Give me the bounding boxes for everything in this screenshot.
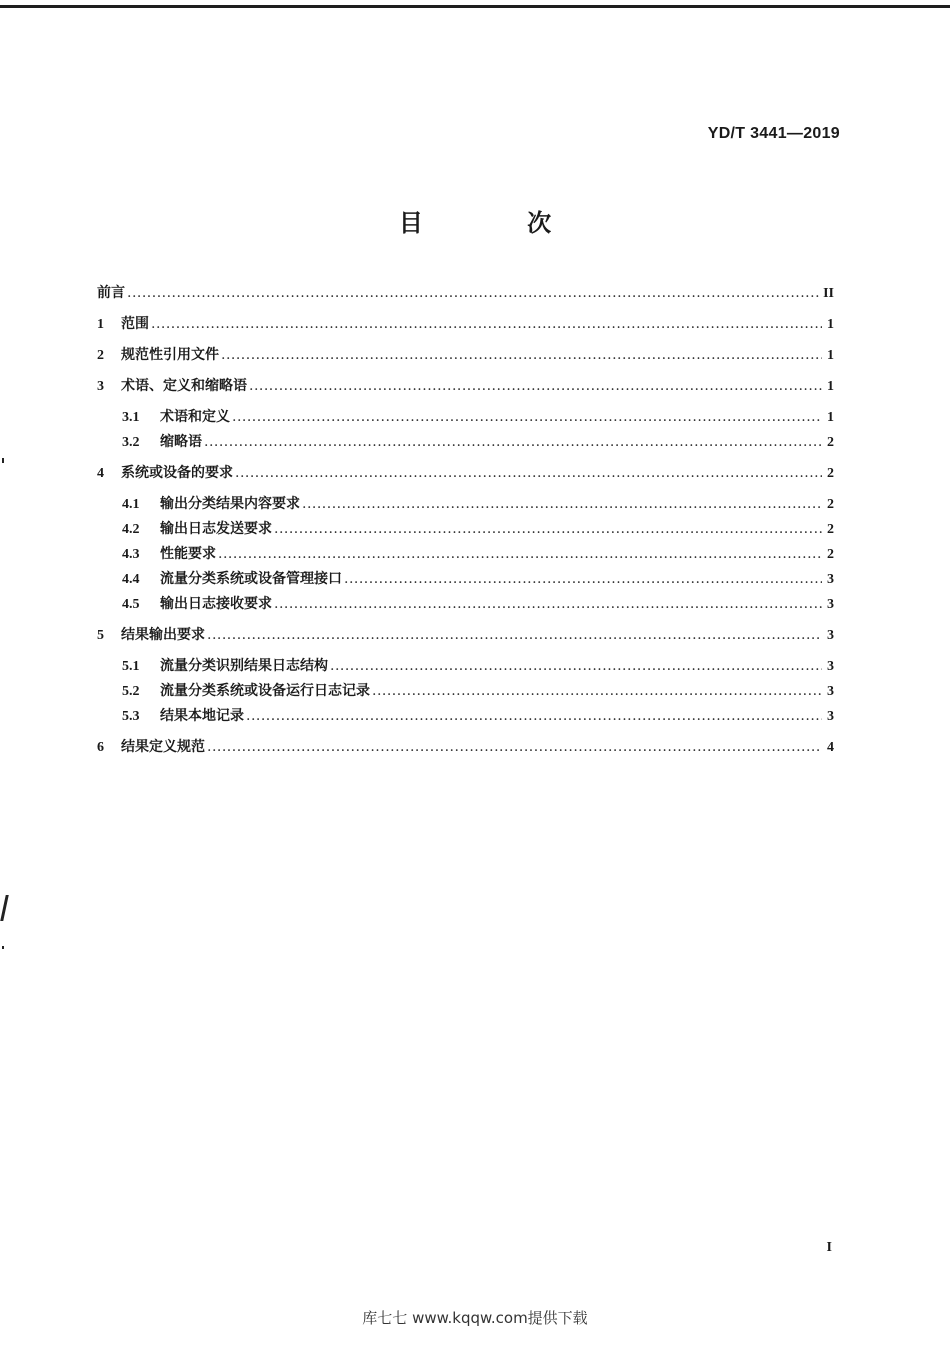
toc-entry-number: 2 bbox=[97, 348, 104, 363]
toc-entry-number: 6 bbox=[97, 740, 104, 755]
toc-dot-leader bbox=[232, 409, 822, 425]
toc-entry[interactable] bbox=[97, 344, 834, 375]
toc-entry-number: 5.3 bbox=[122, 709, 140, 724]
toc-dot-leader bbox=[246, 708, 822, 724]
toc-entry-number: 4.3 bbox=[122, 547, 140, 562]
toc-entry-page: 3 bbox=[827, 684, 834, 699]
toc-entry-number: 3.1 bbox=[122, 410, 140, 425]
toc-entry-number: 3.2 bbox=[122, 435, 140, 450]
toc-entry-number: 4.1 bbox=[122, 497, 140, 512]
toc-entry-number: 4 bbox=[97, 466, 104, 481]
toc-entry-label: 结果定义规范 bbox=[121, 739, 205, 755]
toc-entry[interactable] bbox=[97, 493, 834, 518]
toc-entry-page: 2 bbox=[827, 547, 834, 562]
toc-entry-label: 结果输出要求 bbox=[121, 627, 205, 643]
scan-artifact bbox=[2, 458, 4, 463]
toc-entry[interactable] bbox=[97, 406, 834, 431]
toc-dot-leader bbox=[127, 285, 821, 301]
toc-entry[interactable] bbox=[97, 736, 834, 767]
toc-entry-label: 范围 bbox=[121, 316, 149, 332]
toc-entry[interactable] bbox=[97, 431, 834, 462]
toc-entry[interactable] bbox=[97, 518, 834, 543]
toc-entry-label: 术语和定义 bbox=[160, 409, 230, 425]
toc-entry-page: 1 bbox=[827, 348, 834, 363]
standard-number: YD/T 3441—2019 bbox=[707, 125, 840, 142]
toc-entry-label: 性能要求 bbox=[160, 546, 216, 562]
toc-entry-label: 结果本地记录 bbox=[160, 708, 244, 724]
toc-entry-page: 2 bbox=[827, 497, 834, 512]
toc-dot-leader bbox=[221, 347, 822, 363]
toc-entry-page: 3 bbox=[827, 628, 834, 643]
toc-entry-number: 4.5 bbox=[122, 597, 140, 612]
toc-entry-page: 1 bbox=[827, 317, 834, 332]
toc-dot-leader bbox=[302, 496, 822, 512]
toc-entry[interactable] bbox=[97, 568, 834, 593]
toc-dot-leader bbox=[274, 521, 822, 537]
toc-entry-label: 流量分类系统或设备运行日志记录 bbox=[160, 683, 370, 699]
toc-entry-number: 5.1 bbox=[122, 659, 140, 674]
toc-entry-page: 1 bbox=[827, 410, 834, 425]
toc-dot-leader bbox=[249, 378, 822, 394]
toc-entry[interactable] bbox=[97, 462, 834, 493]
toc-entry-label: 缩略语 bbox=[160, 434, 202, 450]
toc-entry-number: 3 bbox=[97, 379, 104, 394]
toc-entry[interactable] bbox=[97, 593, 834, 624]
toc-entry-page: 2 bbox=[827, 522, 834, 537]
toc-dot-leader bbox=[207, 739, 822, 755]
scan-artifact bbox=[0, 895, 9, 921]
toc-dot-leader bbox=[274, 596, 822, 612]
toc-entry-page: 3 bbox=[827, 572, 834, 587]
toc-entry-label: 规范性引用文件 bbox=[121, 347, 219, 363]
toc-entry-label: 系统或设备的要求 bbox=[121, 465, 233, 481]
toc-entry-number: 4.4 bbox=[122, 572, 140, 587]
toc-dot-leader bbox=[204, 434, 822, 450]
scan-artifact bbox=[2, 946, 4, 949]
toc-entry-page: II bbox=[823, 286, 834, 301]
toc-entry-label: 术语、定义和缩略语 bbox=[121, 378, 247, 394]
toc-entry-page: 2 bbox=[827, 466, 834, 481]
toc-dot-leader bbox=[207, 627, 822, 643]
toc-entry-label: 输出日志接收要求 bbox=[160, 596, 272, 612]
table-of-contents bbox=[97, 282, 834, 767]
toc-entry-number: 1 bbox=[97, 317, 104, 332]
page-title: 目 次 bbox=[398, 209, 600, 237]
toc-dot-leader bbox=[330, 658, 822, 674]
toc-entry-page: 3 bbox=[827, 659, 834, 674]
toc-entry-label: 输出分类结果内容要求 bbox=[160, 496, 300, 512]
top-rule bbox=[0, 5, 950, 8]
toc-entry-page: 1 bbox=[827, 379, 834, 394]
toc-entry[interactable] bbox=[97, 624, 834, 655]
toc-dot-leader bbox=[372, 683, 822, 699]
toc-entry-label: 输出日志发送要求 bbox=[160, 521, 272, 537]
toc-entry[interactable] bbox=[97, 655, 834, 680]
toc-entry[interactable] bbox=[97, 680, 834, 705]
toc-entry-page: 3 bbox=[827, 597, 834, 612]
toc-entry-label: 前言 bbox=[97, 285, 125, 301]
toc-entry[interactable] bbox=[97, 705, 834, 736]
toc-entry[interactable] bbox=[97, 313, 834, 344]
toc-dot-leader bbox=[218, 546, 822, 562]
toc-dot-leader bbox=[235, 465, 822, 481]
watermark-text: 库七七 www.kqqw.com提供下载 bbox=[362, 1309, 588, 1327]
toc-entry[interactable] bbox=[97, 543, 834, 568]
page-number: I bbox=[826, 1240, 832, 1255]
toc-entry-label: 流量分类识别结果日志结构 bbox=[160, 658, 328, 674]
toc-entry-number: 5.2 bbox=[122, 684, 140, 699]
toc-entry-page: 2 bbox=[827, 435, 834, 450]
toc-entry-page: 4 bbox=[827, 740, 834, 755]
toc-dot-leader bbox=[344, 571, 822, 587]
toc-entry-label: 流量分类系统或设备管理接口 bbox=[160, 571, 342, 587]
toc-entry-number: 5 bbox=[97, 628, 104, 643]
toc-entry[interactable] bbox=[97, 282, 834, 313]
toc-entry-number: 4.2 bbox=[122, 522, 140, 537]
toc-entry[interactable] bbox=[97, 375, 834, 406]
toc-dot-leader bbox=[151, 316, 822, 332]
toc-entry-page: 3 bbox=[827, 709, 834, 724]
